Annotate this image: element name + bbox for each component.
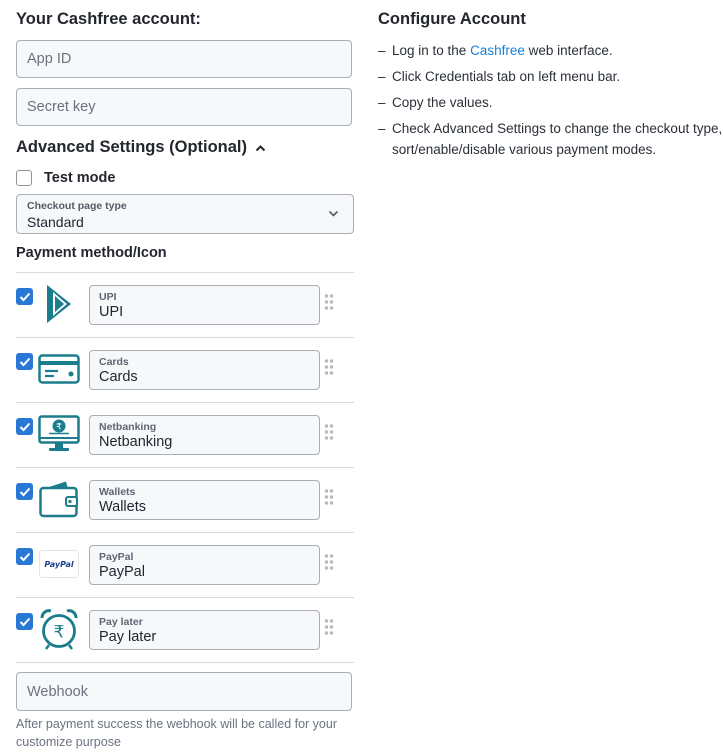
payment-method-name-field[interactable] [89, 350, 320, 390]
payment-method-field-value: Pay later [99, 629, 157, 645]
upi-icon [38, 283, 80, 325]
payment-method-field-label: UPI [99, 291, 117, 303]
payment-method-field-label: Netbanking [99, 421, 157, 433]
payment-method-field-label: PayPal [99, 551, 134, 563]
payment-method-name-field[interactable] [89, 285, 320, 325]
test-mode-checkbox[interactable] [16, 170, 32, 186]
webhook-field[interactable] [16, 672, 352, 711]
secret-key-field[interactable] [16, 88, 352, 126]
payment-method-checkbox[interactable] [16, 483, 33, 500]
checkmark-icon [19, 422, 31, 432]
checkmark-icon [19, 552, 31, 562]
drag-handle-icon[interactable] [324, 358, 334, 376]
svg-text:₹: ₹ [53, 622, 65, 643]
payment-method-field-value: UPI [99, 304, 124, 320]
payment-method-row [16, 402, 354, 467]
checkout-type-label: Checkout page type [27, 200, 127, 212]
account-title: Your Cashfree account: [16, 10, 201, 28]
payment-method-field-value: Netbanking [99, 434, 173, 450]
payment-method-field-value: Wallets [99, 499, 146, 515]
checkmark-icon [19, 357, 31, 367]
cashfree-link[interactable]: Cashfree [470, 43, 525, 58]
drag-handle-icon[interactable] [324, 618, 334, 636]
payment-method-checkbox[interactable] [16, 418, 33, 435]
configure-title: Configure Account [378, 10, 526, 28]
configure-step: – Click Credentials tab on left menu bar. [378, 66, 723, 87]
checkout-type-select[interactable] [16, 194, 354, 234]
secret-key-input[interactable] [17, 89, 351, 125]
configure-step [378, 40, 723, 61]
payment-method-row [16, 272, 354, 337]
payment-method-row [16, 597, 354, 663]
app-id-input[interactable] [17, 41, 351, 77]
payment-method-row [16, 337, 354, 402]
netbanking-icon [38, 413, 80, 455]
checkmark-icon [19, 487, 31, 497]
drag-handle-icon[interactable] [324, 488, 334, 506]
chevron-up-icon [255, 144, 266, 152]
step1-prefix: Log in to the [392, 43, 471, 58]
payment-methods-title: Payment method/Icon [16, 245, 167, 261]
drag-handle-icon[interactable] [324, 553, 334, 571]
checkmark-icon [19, 292, 31, 302]
card-icon [38, 348, 80, 390]
payment-method-field-value: Cards [99, 369, 138, 385]
drag-handle-icon[interactable] [324, 293, 334, 311]
chevron-down-icon [328, 210, 339, 218]
advanced-settings-title: Advanced Settings (Optional) [16, 138, 248, 156]
svg-text:₹: ₹ [56, 422, 62, 433]
payment-method-name-field[interactable] [89, 610, 320, 650]
paypal-icon [38, 543, 80, 585]
drag-handle-icon[interactable] [324, 423, 334, 441]
webhook-help-text: After payment success the webhook will be called for your customize purpose [16, 717, 337, 749]
wallet-icon [38, 478, 80, 520]
payment-method-field-value: PayPal [99, 564, 145, 580]
payment-method-row [16, 467, 354, 532]
webhook-input[interactable] [17, 673, 351, 710]
app-id-field[interactable] [16, 40, 352, 78]
payment-method-checkbox[interactable] [16, 353, 33, 370]
configure-step: – Check Advanced Settings to change the checkout type, sort/enable/disable various payment modes. [378, 118, 723, 160]
payment-method-row [16, 532, 354, 597]
payment-method-checkbox[interactable] [16, 613, 33, 630]
pay-later-clock-icon [38, 608, 80, 650]
test-mode-row [16, 170, 115, 186]
payment-method-checkbox[interactable] [16, 548, 33, 565]
payment-method-name-field[interactable] [89, 480, 320, 520]
configure-step: – Copy the values. [378, 92, 723, 113]
payment-method-field-label: Wallets [99, 486, 136, 498]
payment-method-field-label: Pay later [99, 616, 143, 628]
configure-steps [378, 40, 723, 165]
payment-method-name-field[interactable] [89, 415, 320, 455]
step1-suffix: web interface. [524, 43, 613, 58]
payment-method-list [16, 272, 354, 663]
payment-method-name-field[interactable] [89, 545, 320, 585]
advanced-settings-toggle[interactable] [16, 138, 266, 157]
checkmark-icon [19, 617, 31, 627]
payment-method-field-label: Cards [99, 356, 129, 368]
test-mode-label: Test mode [44, 170, 116, 186]
paypal-logo-text: PayPal [44, 559, 74, 569]
payment-method-checkbox[interactable] [16, 288, 33, 305]
checkout-type-value: Standard [27, 214, 84, 230]
